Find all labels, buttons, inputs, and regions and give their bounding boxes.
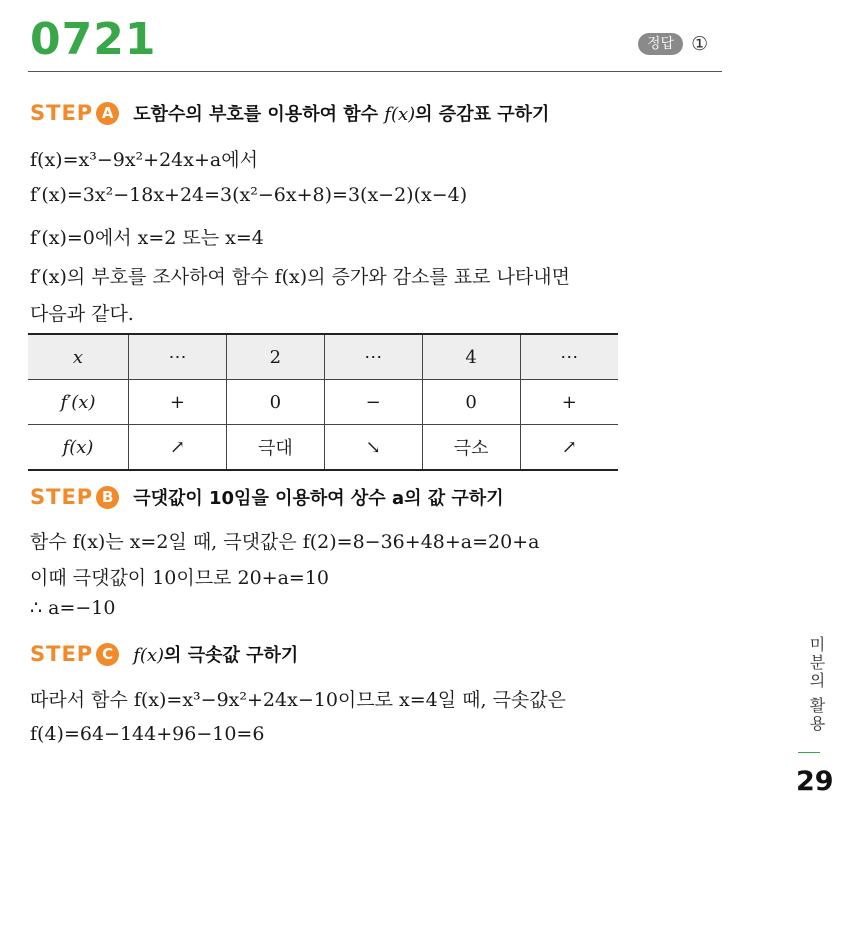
table-cell: ↗: [520, 425, 618, 471]
table-cell: ⋯: [129, 334, 227, 380]
step-a-line-5: 다음과 같다.: [30, 303, 134, 325]
table-cell: 4: [422, 334, 520, 380]
side-divider: [798, 752, 820, 753]
step-c-letter: C: [96, 643, 119, 666]
table-cell: ↗: [129, 425, 227, 471]
step-a-title-math: f(x): [384, 104, 416, 125]
step-a-line-4: f′(x)의 부호를 조사하여 함수 f(x)의 증가와 감소를 표로 나타내면: [30, 266, 570, 288]
page-number: 29: [796, 766, 834, 797]
table-cell: [422, 425, 520, 471]
step-c-line-1: 따라서 함수 f(x)=x³−9x²+24x−10이므로 x=4일 때, 극솟값은: [30, 689, 566, 711]
table-cell: 0: [422, 380, 520, 425]
local-min-label: 극소: [453, 438, 489, 459]
step-b-line-3: ∴ a=−10: [30, 597, 116, 619]
step-a-heading: [30, 100, 549, 126]
step-c-title-math: f(x): [133, 645, 165, 666]
step-b-line-1: 함수 f(x)는 x=2일 때, 극댓값은 f(2)=8−36+48+a=20+a: [30, 531, 540, 553]
step-a-line-3: f′(x)=0에서 x=2 또는 x=4: [30, 227, 264, 249]
step-a-letter: A: [96, 102, 119, 125]
step-b-line-2: 이때 극댓값이 10이므로 20+a=10: [30, 567, 330, 589]
step-c-title: [133, 641, 298, 667]
chapter-side-label: 미분의 활용: [807, 636, 826, 734]
table-row-fprime: [28, 380, 618, 425]
table-cell: +: [129, 380, 227, 425]
header-divider: [28, 71, 722, 72]
step-a-line-2: f′(x)=3x²−18x+24=3(x²−6x+8)=3(x−2)(x−4): [30, 184, 468, 206]
step-a-title-post: 의 증감표 구하기: [415, 104, 550, 125]
step-b-title: 극댓값이 10임을 이용하여 상수 a의 값 구하기: [133, 488, 504, 509]
answer-area: [638, 33, 708, 55]
step-c-line-2: f(4)=64−144+96−10=6: [30, 723, 265, 745]
step-c-heading: [30, 641, 298, 667]
increase-decrease-table: [28, 333, 618, 471]
table-cell: f′(x): [28, 380, 129, 425]
step-b-word: STEP: [30, 485, 94, 509]
table-cell: 0: [226, 380, 324, 425]
table-cell: [226, 425, 324, 471]
table-cell: 2: [226, 334, 324, 380]
step-a-line-1: f(x)=x³−9x²+24x+a에서: [30, 149, 258, 171]
problem-number: 0721: [30, 14, 157, 65]
step-c-word: STEP: [30, 642, 94, 666]
step-a-word: STEP: [30, 101, 94, 125]
table-cell: +: [520, 380, 618, 425]
table-cell: x: [28, 334, 129, 380]
answer-badge: 정답: [638, 33, 683, 55]
table-cell: ⋯: [324, 334, 422, 380]
local-max-label: 극대: [257, 438, 293, 459]
table-cell: f(x): [28, 425, 129, 471]
answer-value: ①: [691, 33, 709, 55]
step-a-title: [133, 100, 549, 126]
table-cell: ↘: [324, 425, 422, 471]
table-row-x: [28, 334, 618, 380]
step-c-title-post: 의 극솟값 구하기: [164, 645, 299, 666]
step-a-title-pre: 도함수의 부호를 이용하여 함수: [133, 104, 385, 125]
step-b-heading: [30, 484, 504, 510]
table-cell: −: [324, 380, 422, 425]
table-row-f: [28, 425, 618, 471]
table-cell: ⋯: [520, 334, 618, 380]
step-b-letter: B: [96, 486, 119, 509]
